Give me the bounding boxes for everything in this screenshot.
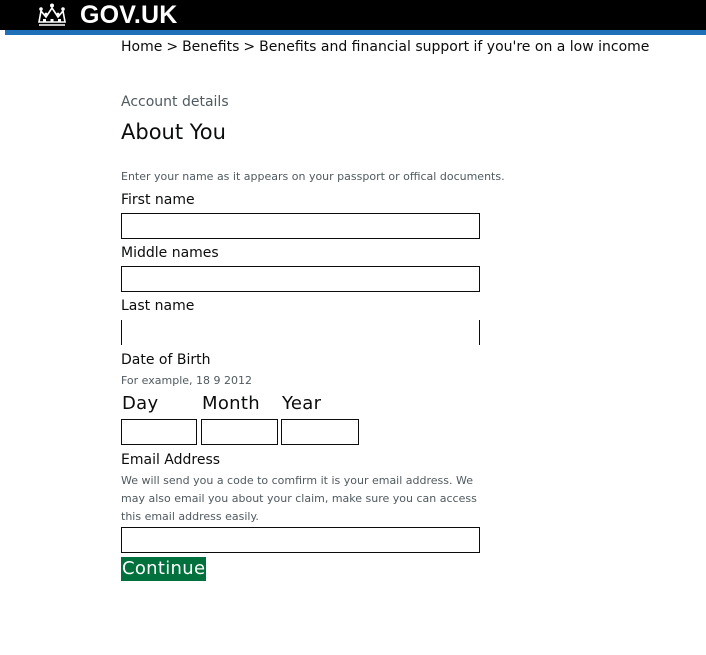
email-hint: We will send you a code to comfirm it is your email address. We may also email you about your claim, make sure you can access this email address easily. (121, 474, 477, 523)
govuk-header (0, 0, 706, 30)
dob-month-input[interactable] (201, 419, 278, 445)
header-accent-rule (5, 30, 706, 35)
crown-icon (34, 2, 70, 28)
breadcrumb-low-income-link[interactable]: Benefits and financial support if you're on a low income (259, 39, 650, 55)
breadcrumb-home-link[interactable]: Home (121, 39, 163, 55)
govuk-logo-link[interactable]: GOV.UK (80, 1, 178, 29)
breadcrumb-separator: > (243, 39, 256, 55)
middle-names-input[interactable] (121, 266, 480, 292)
dob-year-label: Year (282, 393, 322, 414)
dob-year-input[interactable] (281, 419, 359, 445)
breadcrumb (121, 37, 649, 57)
dob-month-label: Month (202, 393, 260, 414)
name-hint: Enter your name as it appears on your passport or offical documents. (121, 170, 505, 183)
email-label: Email Address (121, 452, 221, 468)
dob-day-label: Day (122, 393, 159, 414)
dob-day-input[interactable] (121, 419, 197, 445)
dob-label: Date of Birth (121, 352, 211, 368)
first-name-input[interactable] (121, 213, 480, 239)
last-name-label: Last name (121, 298, 195, 314)
middle-names-label: Middle names (121, 245, 219, 261)
page-title: About You (121, 120, 226, 144)
dob-hint: For example, 18 9 2012 (121, 374, 253, 387)
email-input[interactable] (121, 527, 480, 553)
continue-button[interactable]: Continue (122, 558, 206, 579)
breadcrumb-separator: > (166, 39, 179, 55)
first-name-label: First name (121, 192, 195, 208)
last-name-input[interactable] (121, 320, 480, 345)
breadcrumb-benefits-link[interactable]: Benefits (182, 39, 240, 55)
page-caption: Account details (121, 94, 229, 110)
